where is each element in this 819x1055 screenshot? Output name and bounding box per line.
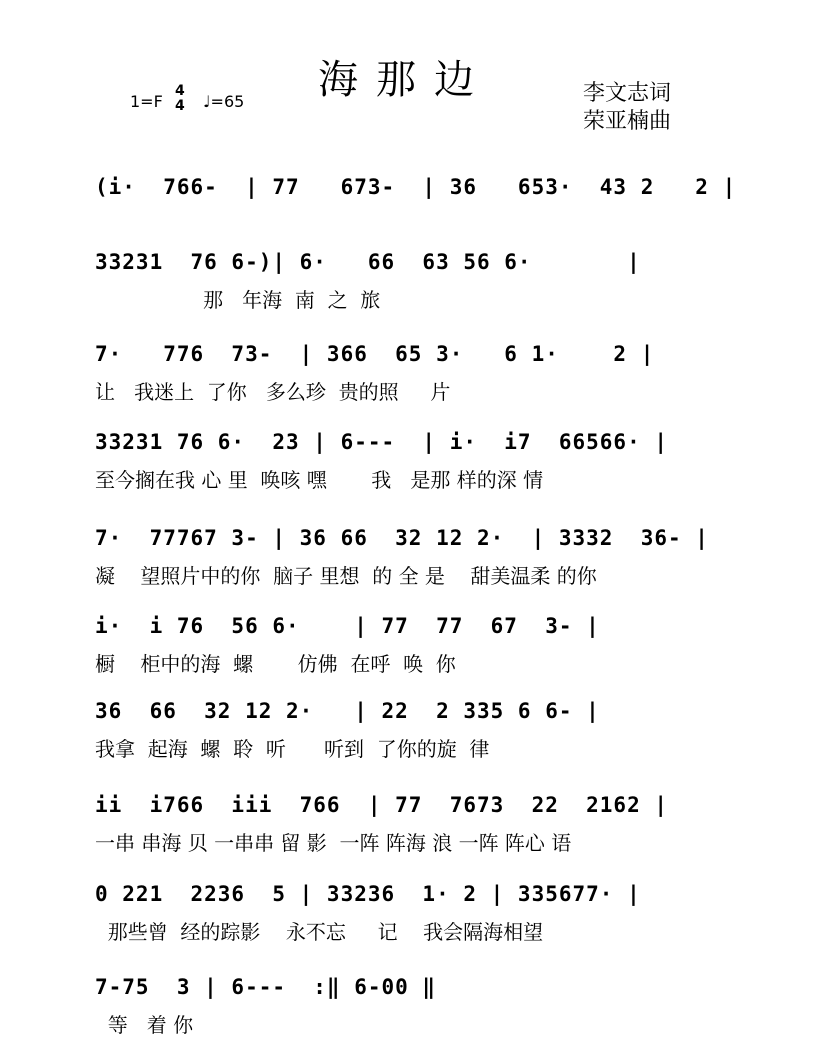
score-line-4-notes: 33231 76 6· 23 | 6--- | i· i7 66566· | — [95, 430, 669, 454]
score-line-7-lyrics: 我拿 起海 螺 聆 听 听到 了你的旋 律 — [95, 737, 490, 761]
song-title: 海那边 — [318, 57, 492, 103]
score-line-5-notes: 7· 77767 3- | 36 66 32 12 2· | 3332 36- | — [95, 526, 709, 550]
time-signature — [175, 84, 185, 114]
score-line-1-notes: (i· 766- | 77 673- | 36 653· 43 2 2 | — [95, 175, 737, 199]
key-signature: 1=F — [130, 92, 163, 111]
tempo-value: =65 — [210, 92, 245, 111]
lyricist-credit: 李文志词 — [583, 81, 672, 106]
score-line-8-notes: ii i766 iii 766 | 77 7673 22 2162 | — [95, 793, 669, 817]
time-signature-bottom: 4 — [175, 98, 185, 114]
score-line-9-notes: 0 221 2236 5 | 33236 1· 2 | 335677· | — [95, 882, 641, 906]
score-line-10-notes: 7-75 3 | 6--- :‖ 6-00 ‖ — [95, 975, 437, 999]
score-line-6-notes: i· i 76 56 6· | 77 77 67 3- | — [95, 614, 600, 638]
composer-credit: 荣亚楠曲 — [583, 109, 672, 134]
time-signature-top: 4 — [175, 83, 185, 99]
score-line-5-lyrics: 凝 望照片中的你 脑子 里想 的 全 是 甜美温柔 的你 — [95, 564, 597, 588]
score-line-3-lyrics: 让 我迷上 了你 多么珍 贵的照 片 — [95, 380, 451, 404]
score-line-8-lyrics: 一串 串海 贝 一串串 留 影 一阵 阵海 浪 一阵 阵心 语 — [95, 831, 572, 855]
quarter-note-icon: ♩ — [203, 92, 211, 111]
score-line-4-lyrics: 至今搁在我 心 里 唤咳 嘿 我 是那 样的深 情 — [95, 468, 544, 492]
score-line-9-lyrics: 那些曾 经的踪影 永不忘 记 我会隔海相望 — [95, 920, 544, 944]
score-line-10-lyrics: 等 着 你 — [95, 1013, 194, 1037]
score-line-2-lyrics: 那 年海 南 之 旅 — [95, 288, 381, 312]
score-line-2-notes: 33231 76 6-)| 6· 66 63 56 6· | — [95, 250, 641, 274]
score-line-3-notes: 7· 776 73- | 366 65 3· 6 1· 2 | — [95, 342, 655, 366]
score-line-7-notes: 36 66 32 12 2· | 22 2 335 6 6- | — [95, 699, 600, 723]
tempo-mark — [203, 92, 244, 111]
score-line-6-lyrics: 橱 柜中的海 螺 仿佛 在呼 唤 你 — [95, 652, 456, 676]
